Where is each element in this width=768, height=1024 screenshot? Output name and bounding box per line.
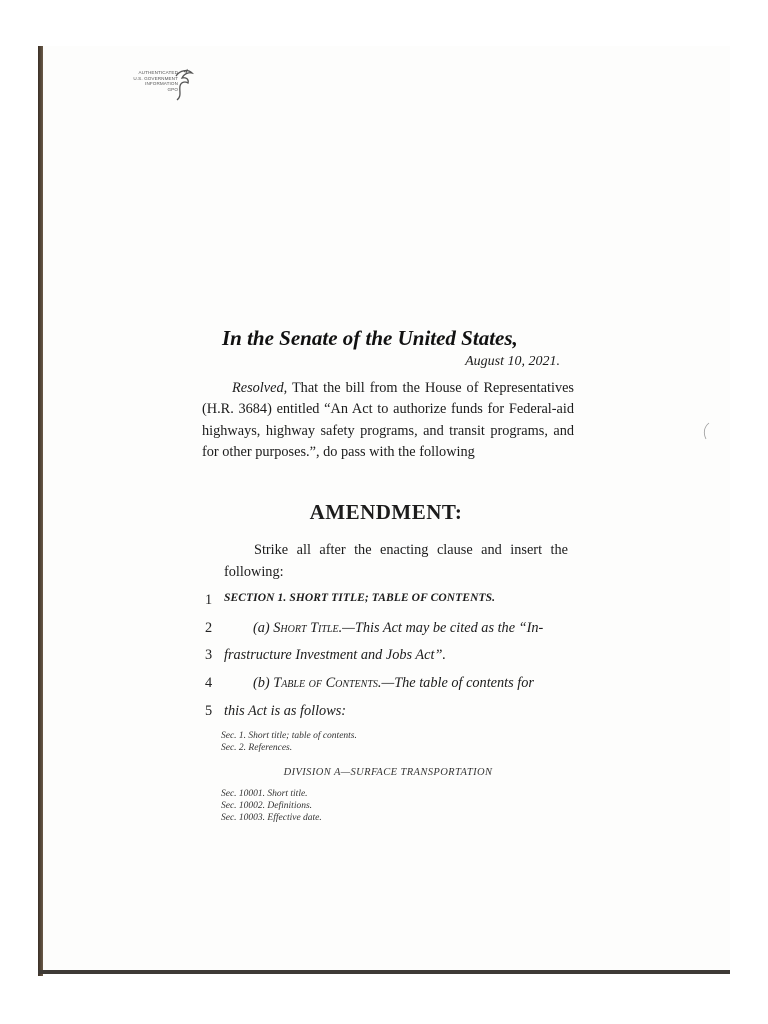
line-text: frastructure Investment and Jobs Act”.	[224, 647, 446, 663]
pencil-mark	[700, 422, 712, 440]
subsection-heading: Table of Contents	[273, 675, 378, 691]
gpo-authentication-seal	[124, 68, 196, 104]
gpo-seal-line: INFORMATION	[145, 81, 178, 87]
subsection-marker: (a)	[253, 620, 274, 636]
line-number: 1	[205, 592, 213, 608]
line-number: 2	[205, 620, 213, 636]
bill-line	[205, 703, 585, 723]
senate-heading: In the Senate of the United States,	[222, 326, 518, 350]
line-text	[253, 620, 543, 637]
line-number: 3	[205, 647, 213, 663]
line-text: this Act is as follows:	[224, 703, 347, 719]
division-heading: DIVISION A—SURFACE TRANSPORTATION	[283, 767, 493, 778]
bill-line	[205, 675, 585, 695]
line-number: 5	[205, 703, 213, 719]
gpo-seal-line: U.S. GOVERNMENT	[133, 75, 178, 81]
subsection-heading: Short Title	[273, 620, 339, 636]
gpo-seal-line: AUTHENTICATED	[138, 70, 178, 75]
toc-entry: Sec. 10003. Effective date.	[221, 813, 322, 823]
bill-line	[205, 647, 585, 667]
toc-entry: Sec. 2. References.	[221, 743, 293, 753]
resolution-date: August 10, 2021.	[465, 354, 560, 369]
bill-line	[205, 620, 585, 640]
resolved-lead: Resolved,	[232, 380, 288, 396]
toc-entry: Sec. 10001. Short title.	[221, 789, 308, 799]
amendment-heading: AMENDMENT:	[309, 500, 463, 524]
subsection-marker: (b)	[253, 675, 274, 691]
gpo-seal-text	[124, 70, 178, 92]
scan-bottom-edge	[38, 970, 730, 974]
line-number: 4	[205, 675, 213, 691]
amendment-instruction: Strike all after the enacting clause and insert the following:	[224, 542, 568, 580]
line-text	[253, 675, 534, 692]
section-heading: SECTION 1. SHORT TITLE; TABLE OF CONTENTS.	[224, 592, 496, 604]
toc-entry: Sec. 1. Short title; table of contents.	[221, 731, 357, 741]
subsection-text: .—The table of contents for	[377, 675, 534, 691]
resolution-paragraph	[202, 378, 574, 464]
toc-entry: Sec. 10002. Definitions.	[221, 801, 313, 811]
gpo-seal-line: GPO	[167, 86, 178, 92]
bill-line	[205, 592, 585, 612]
resolution-text: That the bill from the House of Representatives (H.R. 3684) entitled “An Act to authorize funds for Federal-aid highways, highway safety programs, and transit programs, and for other purposes.”, do pass with the following	[202, 380, 574, 461]
subsection-text: .—This Act may be cited as the “In-	[338, 620, 544, 636]
eagle-icon	[172, 68, 194, 102]
